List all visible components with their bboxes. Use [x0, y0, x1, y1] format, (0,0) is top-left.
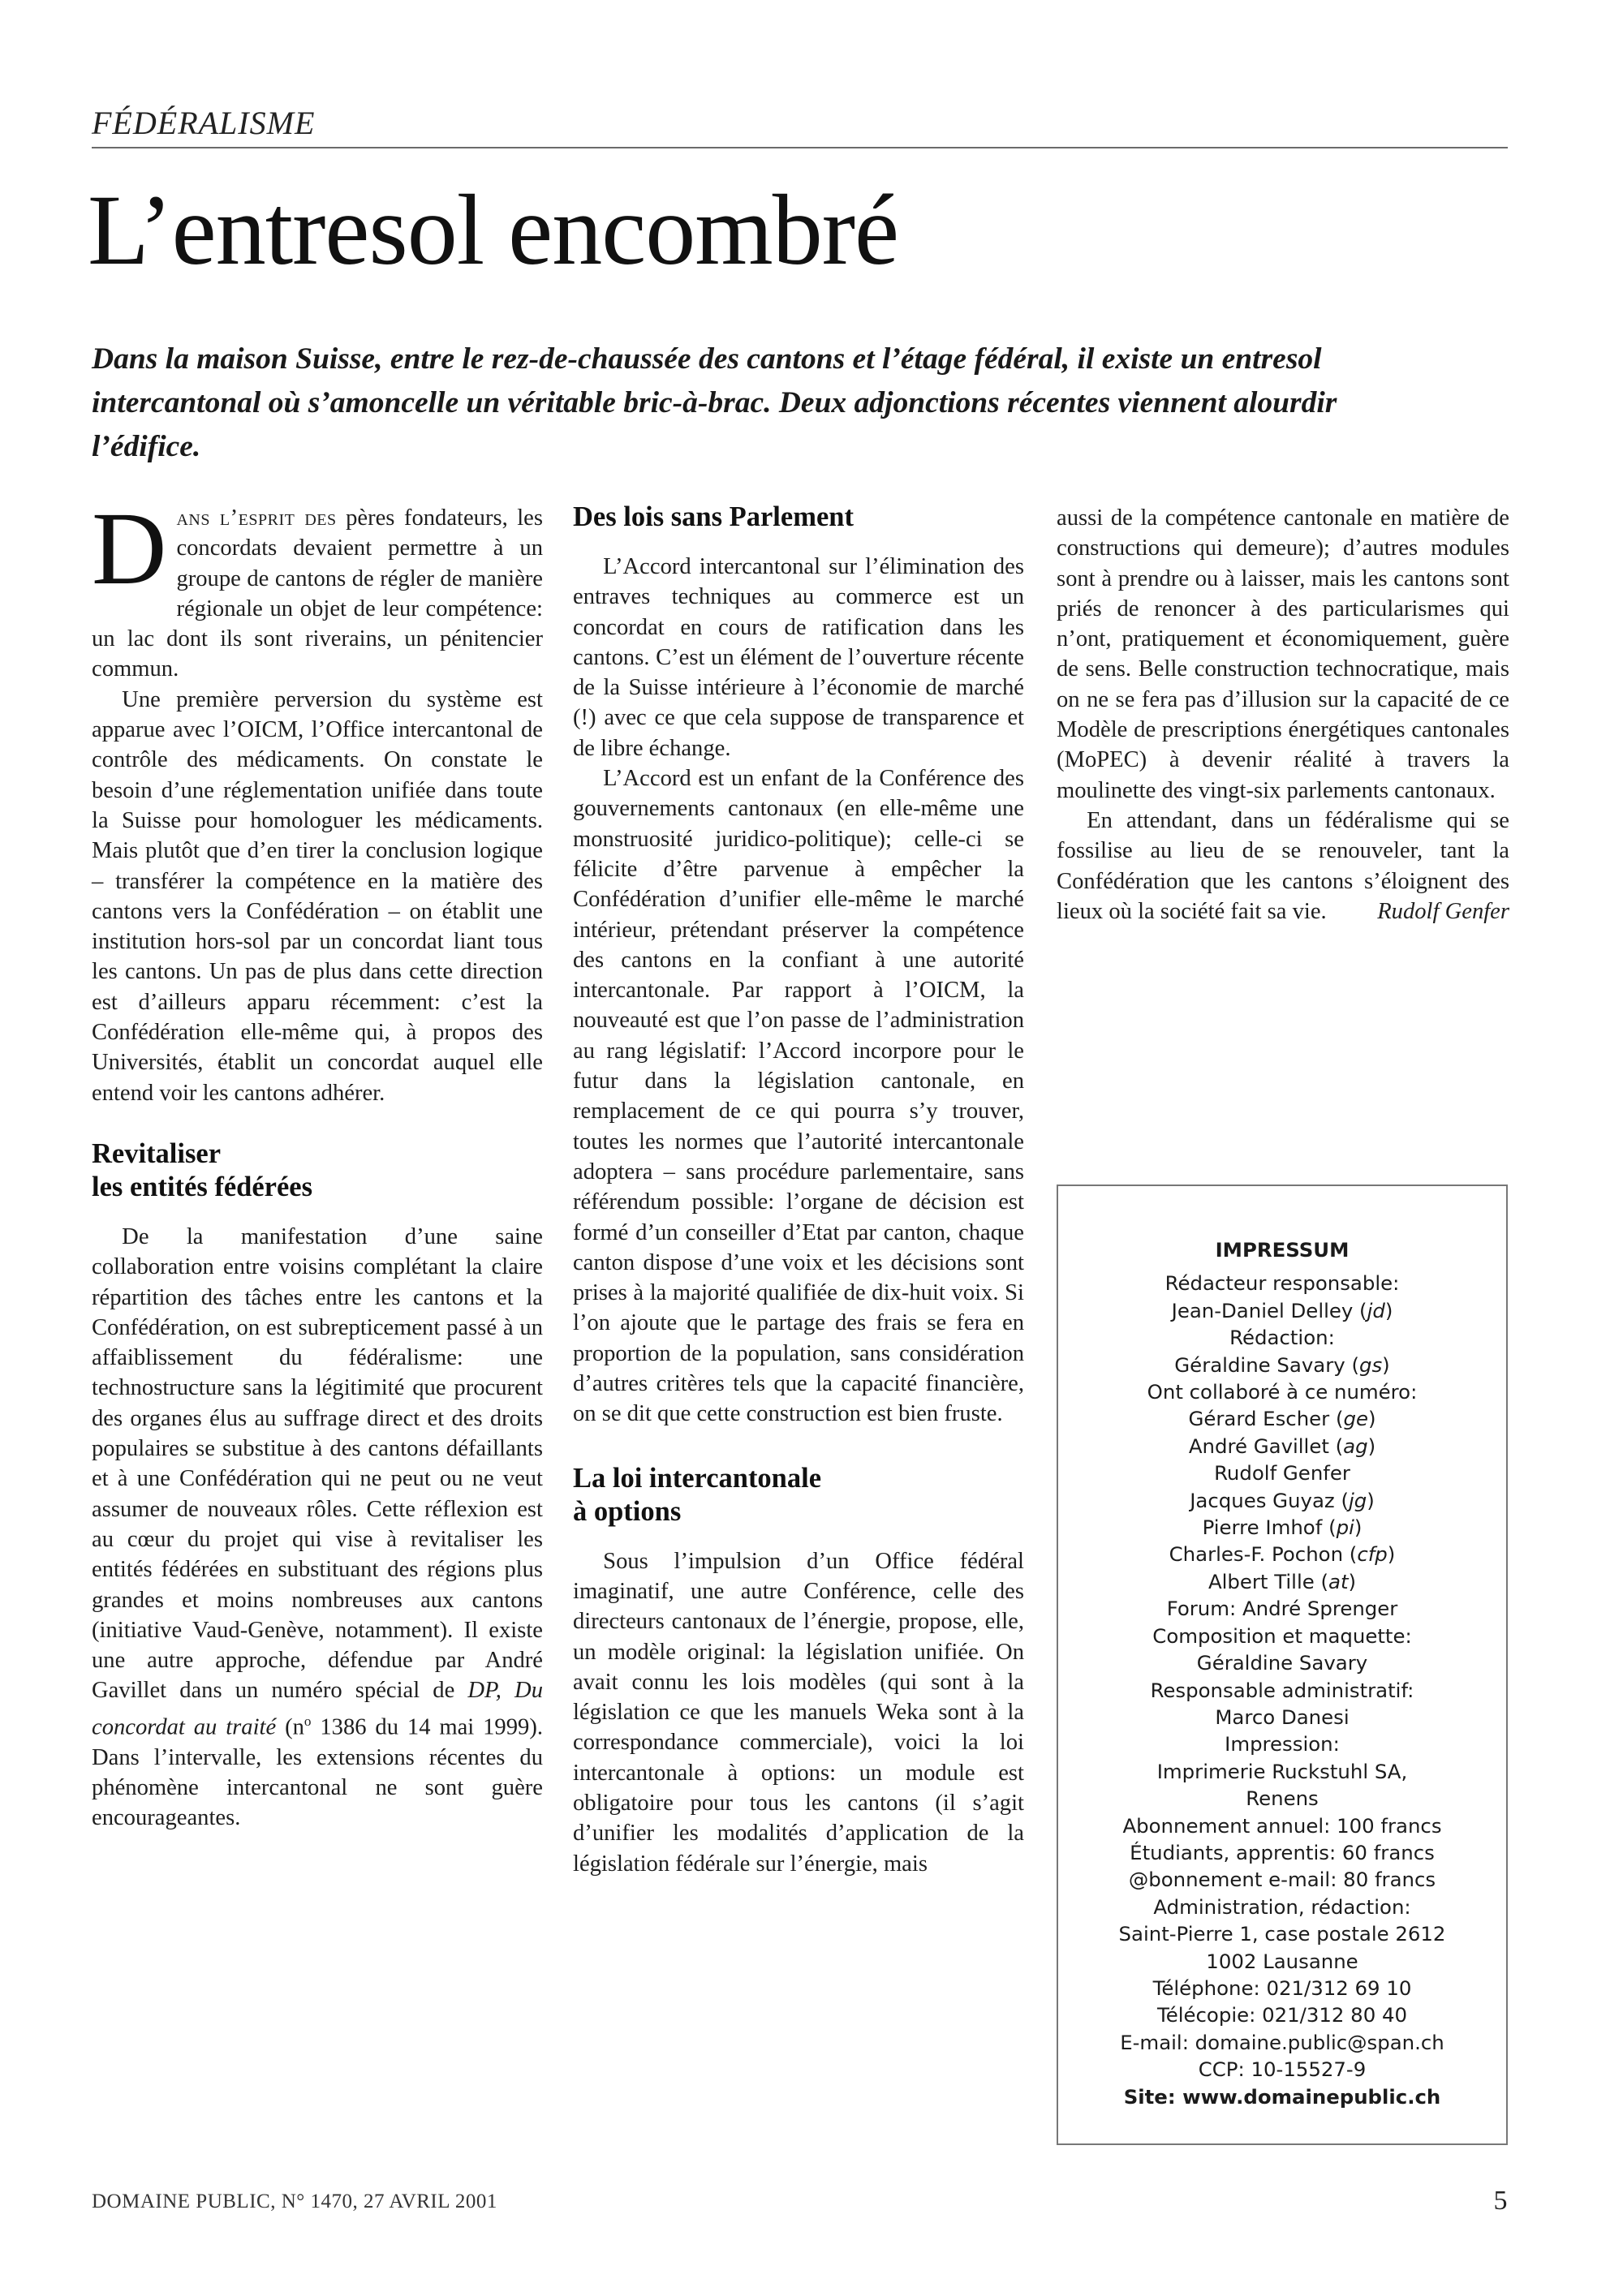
impressum-line: Forum: André Sprenger	[1166, 1597, 1398, 1621]
impressum-line: André Gavillet (ag)	[1188, 1434, 1376, 1458]
paragraph: Une première perversion du système est apparue avec l’OICM, l’Office intercantonal de contrôle des médicaments. On constate le besoin d’une réglementation unifiée dans toute la Suisse pour homologuer les médicaments. Mais plutôt que d’en tirer la conclusion logique – transférer la compétence en la matière des cantons vers la Confédération – on établit une institution hors-sol par un concordat liant tous les cantons. Un pas de plus dans cette direction est d’ailleurs apparu récemment: c’est la Confédération elle-même qui, à propos des Universités, établit un concordat auquel elle entend voir les cantons adhérer.	[92, 686, 543, 1106]
subheading-lois: Des lois sans Parlement	[573, 501, 854, 532]
page-number: 5	[1493, 2186, 1508, 2216]
paragraph: L’Accord intercantonal sur l’élimination des entraves techniques au commerce est un concordat en cours de ratification dans les cantons. C’est un élément de l’ouverture récente de la Suisse intérieure à l’économie de marché (!) avec ce que cela suppose de transparence et de libre échange.	[573, 554, 1024, 761]
impressum-line: Pierre Imhof (pi)	[1202, 1516, 1363, 1540]
impressum-line: Marco Danesi	[1215, 1705, 1350, 1729]
impressum-line: 1002 Lausanne	[1206, 1949, 1358, 1973]
article-lead: Dans la maison Suisse, entre le rez-de-chaussée des cantons et l’étage fédéral, il existe un entresol intercantonal où s’amoncelle un véritable bric-à-brac. Deux adjonctions récentes viennent alourdir l’édifice.	[92, 342, 1337, 463]
impressum-line: Téléphone: 021/312 69 10	[1152, 1976, 1412, 2000]
impressum-line: Composition et maquette:	[1152, 1623, 1412, 1648]
page-footer	[92, 2186, 1508, 2216]
intro-paragraph	[92, 491, 543, 685]
subheading-line-1: Revitaliser	[92, 1137, 222, 1169]
paragraph-text: 1386 du 14 mai 1999). Dans l’intervalle, les extensions récentes du phénomène intercantonal ne sont guère encourageantes.	[92, 1714, 543, 1831]
impressum-line: CCP: 10-15527-9	[1198, 2057, 1367, 2082]
drop-cap: D	[92, 491, 167, 606]
column-2	[573, 503, 1024, 1879]
dp-reference: DP, Du concordat au traité	[92, 1678, 543, 1740]
paragraph-text: En attendant, dans un fédéralisme qui se fossilise au lieu de se renouveler, tant la Confédération que les cantons s’éloignent des lieux où la société fait sa vie.	[1057, 807, 1509, 924]
paragraph: aussi de la compétence cantonale en matière de constructions qui demeure); d’autres modules sont à prendre ou à laisser, mais les cantons sont priés de renoncer à des particularismes qui n’ont, pratiquement et économiquement, guère de sens. Belle construction technocratique, mais on ne se fera pas d’illusion sur la capacité de ce Modèle de prescriptions énergétiques cantonales (MoPEC) à devenir réalité à travers la moulinette des vingt-six parlements cantonaux.	[1057, 505, 1509, 803]
paragraph: Sous l’impulsion d’un Office fédéral imaginatif, une autre Conférence, celle des directeurs cantonaux de l’énergie, propose, elle, un modèle original: la législation unifiée. On avait connu les lois modèles (qui sont à la législation ce que les manuels Weka sont à la correspondance commerciale), voici la loi intercantonale à options: un module est obligatoire pour tous les cantons (il s’agit d’unifier les modalités d’application de la législation fédérale sur l’énergie, mais	[573, 1548, 1024, 1877]
author-signature: Rudolf Genfer	[1377, 898, 1509, 924]
impressum-line: Ont collaboré à ce numéro:	[1147, 1380, 1418, 1404]
impressum-line: Télécopie: 021/312 80 40	[1156, 2003, 1407, 2027]
subheading-line-2: à options	[573, 1495, 682, 1527]
subheading-loi-intercantonale	[573, 1462, 1024, 1529]
impressum-line: Rudolf Genfer	[1214, 1461, 1350, 1486]
impressum-box	[1057, 1185, 1508, 2145]
paragraph: L’Accord est un enfant de la Conférence des gouvernements cantonaux (en elle-même une monstruosité juridico-politique); celle-ci se félicite d’être parvenue à empêcher la Confédération d’unifier elle-même le marché intérieur, prétendant préserver la compétence des cantons en la confiant à une autorité intercantonale. Par rapport à l’OICM, la nouveauté est que l’on passe de l’administration au rang législatif: l’Accord incorpore pour le futur dans la législation cantonale, en remplacement de ce qui pourra s’y trouver, toutes les normes que l’autorité intercantonale adoptera – sans procédure parlementaire, sans référendum possible: l’organe de décision est formé d’un conseiller d’Etat par canton, chaque canton dispose d’une voix et les décisions sont prises à la majorité qualifiée de dix-huit voix. Si l’on ajoute que le partage des frais se fera en proportion de la population, sans considération d’autres critères tels que la capacité financière, on se dit que cette construction est bien fruste.	[573, 766, 1024, 1427]
column-1	[92, 491, 543, 1833]
impressum-line: Rédacteur responsable:	[1165, 1271, 1400, 1296]
impressum-line: @bonnement e-mail: 80 francs	[1128, 1868, 1436, 1892]
revitaliser-paragraph	[92, 1222, 543, 1833]
impressum-line: Responsable administratif:	[1150, 1678, 1414, 1702]
impressum-line: Géraldine Savary (gs)	[1174, 1352, 1390, 1377]
closing-paragraph	[1057, 806, 1509, 927]
paragraph-text: (n	[276, 1714, 304, 1740]
impressum-line: Imprimerie Ruckstuhl SA,	[1156, 1759, 1408, 1783]
impressum-website: Site: www.domainepublic.ch	[1123, 2084, 1441, 2109]
impressum-line: Abonnement annuel: 100 francs	[1122, 1813, 1442, 1838]
article-title: L’entresol encombré	[88, 174, 899, 286]
subheading-line-1: La loi intercantonale	[573, 1462, 822, 1494]
impressum-line: Géraldine Savary	[1196, 1651, 1368, 1675]
impressum-line: Renens	[1246, 1786, 1319, 1811]
numero-sup: o	[304, 1713, 312, 1729]
impressum-line: Jacques Guyaz (jg)	[1190, 1488, 1375, 1512]
impressum-line: Jean-Daniel Delley (jd)	[1171, 1298, 1393, 1322]
impressum-line: Albert Tille (at)	[1208, 1569, 1357, 1593]
impressum-line: Impression:	[1225, 1732, 1340, 1756]
impressum-title: IMPRESSUM	[1215, 1238, 1350, 1262]
impressum-line: Charles-F. Pochon (cfp)	[1169, 1542, 1396, 1567]
subheading-line-2: les entités fédérées	[92, 1171, 313, 1202]
impressum-line: Administration, rédaction:	[1153, 1894, 1411, 1919]
publication-info: DOMAINE PUBLIC, N° 1470, 27 AVRIL 2001	[92, 2191, 497, 2212]
subheading-revitaliser	[92, 1137, 543, 1204]
impressum-line: Étudiants, apprentis: 60 francs	[1130, 1840, 1435, 1864]
column-3	[1057, 503, 1509, 927]
impressum-line: Rédaction:	[1229, 1326, 1335, 1350]
impressum-line: Saint-Pierre 1, case postale 2612	[1118, 1922, 1446, 1946]
section-rubric: FÉDÉRALISME	[92, 104, 1508, 148]
impressum-line: E-mail: domaine.public@span.ch	[1120, 2030, 1444, 2054]
paragraph-text: De la manifestation d’une saine collaboration entre voisins complétant la claire répartition des tâches entre les cantons et la Confédération, on est subrepticement passé à un affaiblissement du fédéralisme: une technostructure sans la légitimité que procurent des organes élus au suffrage direct et des droits populaires se substitue à des cantons défaillants et à une Confédération qui ne peut ou ne veut assumer de nouveaux rôles. Cette réflexion est au cœur du projet qui vise à revitaliser les entités fédérées en substituant des régions plus grandes et moins nombreuses aux cantons (initiative Vaud-Genève, notamment). Il existe une autre approche, défendue par André Gavillet dans un numéro spécial de	[92, 1223, 543, 1704]
intro-text: pères fondateurs, les concordats devaient permettre à un groupe de cantons de régler de manière régionale un objet de leur compétence: un lac dont ils sont riverains, un pénitencier commun.	[92, 505, 543, 682]
impressum-line: Gérard Escher (ge)	[1188, 1407, 1376, 1431]
intro-smallcaps: ans l’esprit des	[176, 505, 337, 531]
